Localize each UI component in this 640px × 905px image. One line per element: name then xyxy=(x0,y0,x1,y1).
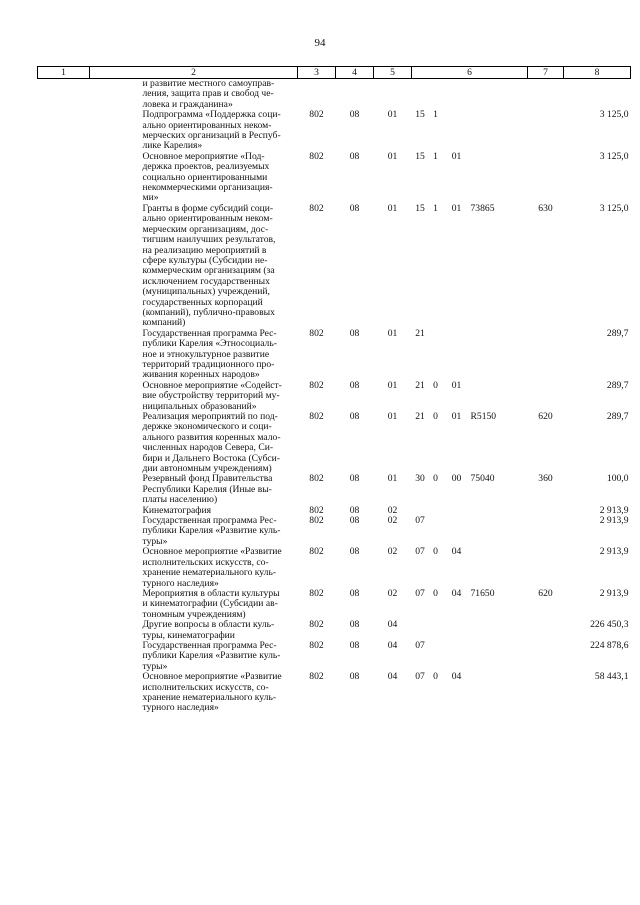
row-expense-type xyxy=(528,672,564,714)
row-amount: 2 913,9 xyxy=(599,546,629,558)
target-direction: 73865 xyxy=(470,202,495,214)
row-section: 08 xyxy=(349,639,360,651)
row-amount: 58 443,1 xyxy=(594,671,629,683)
target-program: 30 xyxy=(415,473,425,485)
row-department: 802 xyxy=(309,109,324,121)
row-subsection: 01 xyxy=(387,327,398,339)
row-subsection: 04 xyxy=(387,671,398,683)
table-row xyxy=(38,547,631,589)
table-row xyxy=(38,152,631,204)
row-department: 802 xyxy=(309,546,324,558)
row-subsection: 02 xyxy=(387,546,398,558)
table-body xyxy=(38,79,631,714)
row-subsection: 01 xyxy=(387,473,398,485)
row-description: Резервный фонд Правительства Республики Карелия (Иные вы- платы населению) xyxy=(142,473,273,506)
row-department: 802 xyxy=(309,473,324,485)
row-expense-type: 620 xyxy=(538,411,553,422)
row-department: 802 xyxy=(309,150,324,162)
target-program: 07 xyxy=(415,671,425,683)
row-expense-type xyxy=(528,79,564,111)
row-expense-type xyxy=(528,516,564,547)
row-amount: 289,7 xyxy=(606,327,629,339)
header-col-8: 8 xyxy=(564,67,631,79)
row-department: 802 xyxy=(309,379,324,391)
target-event: 01 xyxy=(451,150,462,162)
row-subsection: 01 xyxy=(387,202,398,214)
row-target-article xyxy=(412,152,528,204)
target-subprogram: 1 xyxy=(433,150,438,162)
row-section: 08 xyxy=(349,327,360,339)
row-target-article xyxy=(412,516,528,547)
row-description: Государственная программа Рес- публики Карелия «Этносоциаль- ное и этнокультурное развитие территорий традиционного про- живания коренных народов» xyxy=(142,327,277,381)
row-section: 08 xyxy=(349,411,360,422)
row-expense-type xyxy=(528,110,564,152)
header-col-6: 6 xyxy=(412,67,528,79)
row-target-article xyxy=(412,381,528,412)
target-program: 07 xyxy=(415,639,425,651)
row-section xyxy=(336,79,374,111)
target-subprogram: 0 xyxy=(433,546,438,558)
page-number: 94 xyxy=(314,37,326,49)
row-target-article xyxy=(412,110,528,152)
table-row xyxy=(38,412,631,474)
row-target-article xyxy=(412,641,528,672)
target-subprogram: 0 xyxy=(433,473,438,485)
row-amount: 289,7 xyxy=(606,411,629,422)
row-description: Мероприятия в области культуры и кинематографии (Субсидии ав- тономным учреждениям) xyxy=(142,587,280,620)
table-row xyxy=(38,474,631,505)
target-event: 04 xyxy=(451,587,462,599)
header-col-4: 4 xyxy=(336,67,374,79)
row-spacer xyxy=(38,672,90,714)
table-row xyxy=(38,620,631,641)
header-col-3: 3 xyxy=(298,67,336,79)
row-amount: 3 125,0 xyxy=(599,109,629,121)
row-section: 08 xyxy=(349,202,360,214)
row-section: 08 xyxy=(349,150,360,162)
row-department: 802 xyxy=(309,411,324,422)
row-expense-type: 630 xyxy=(538,202,553,214)
row-spacer xyxy=(38,547,90,589)
target-direction: 71650 xyxy=(470,587,495,599)
table-row xyxy=(38,506,631,516)
row-description: Подпрограмма «Поддержка соци- ально ориентированных неком- мерческих организаций в Респуб- лике Карелия» xyxy=(142,109,281,152)
target-subprogram: 1 xyxy=(433,202,438,214)
row-expense-type: 360 xyxy=(538,473,553,485)
row-department xyxy=(298,79,336,111)
row-subsection: 04 xyxy=(387,639,398,651)
row-amount: 226 450,3 xyxy=(590,619,629,631)
row-amount: 2 913,9 xyxy=(599,504,629,516)
row-section: 08 xyxy=(349,546,360,558)
row-description: Основное мероприятие «Под- держка проектов, реализуемых социально ориентированными некоммерческими организация- ми» xyxy=(142,150,273,204)
header-col-5: 5 xyxy=(374,67,412,79)
target-direction: 75040 xyxy=(470,473,495,485)
row-spacer xyxy=(38,516,90,547)
target-subprogram: 1 xyxy=(433,109,438,121)
row-subsection: 01 xyxy=(387,109,398,121)
row-subsection: 02 xyxy=(387,515,398,527)
row-subsection: 01 xyxy=(387,150,398,162)
row-spacer xyxy=(38,589,90,620)
row-section: 08 xyxy=(349,671,360,683)
target-program: 07 xyxy=(415,587,425,599)
target-event: 04 xyxy=(451,546,462,558)
header-col-7: 7 xyxy=(528,67,564,79)
row-target-article xyxy=(412,672,528,714)
row-subsection: 01 xyxy=(387,379,398,391)
target-event: 00 xyxy=(451,473,462,485)
row-description: Реализация мероприятий по под- держке экономического и соци- ального развития коренных мало- численных народов Севера, Си- бири и Дальнего Востока (Субси- дии автономным учреждениям) xyxy=(142,411,281,475)
table-row xyxy=(38,516,631,547)
row-subsection xyxy=(374,79,412,111)
row-spacer xyxy=(38,641,90,672)
target-program: 21 xyxy=(415,379,425,391)
target-program: 07 xyxy=(415,546,425,558)
target-event: 04 xyxy=(451,671,462,683)
row-spacer xyxy=(38,506,90,516)
row-expense-type xyxy=(528,381,564,412)
target-program: 15 xyxy=(415,150,425,162)
budget-table xyxy=(37,66,631,714)
row-expense-type xyxy=(528,547,564,589)
row-department: 802 xyxy=(309,587,324,599)
row-department: 802 xyxy=(309,671,324,683)
row-section: 08 xyxy=(349,473,360,485)
target-subprogram: 0 xyxy=(433,411,438,422)
row-target-article xyxy=(412,589,528,620)
row-department: 802 xyxy=(309,327,324,339)
target-program: 07 xyxy=(415,515,425,527)
row-spacer xyxy=(38,204,90,329)
row-spacer xyxy=(38,381,90,412)
row-amount: 289,7 xyxy=(606,379,629,391)
table-row xyxy=(38,79,631,111)
row-spacer xyxy=(38,620,90,641)
row-amount: 3 125,0 xyxy=(599,150,629,162)
row-section: 08 xyxy=(349,379,360,391)
table-header-row xyxy=(38,67,631,79)
target-program: 15 xyxy=(415,202,425,214)
target-program: 15 xyxy=(415,109,425,121)
row-description: Основное мероприятие «Содейст- вие обустройству территорий му- ниципальных образований» xyxy=(142,379,282,412)
row-target-article xyxy=(412,329,528,381)
row-spacer xyxy=(38,329,90,381)
row-spacer xyxy=(38,152,90,204)
row-subsection: 02 xyxy=(387,504,398,516)
row-amount: 100,0 xyxy=(606,473,629,485)
row-section: 08 xyxy=(349,587,360,599)
row-description: Государственная программа Рес- публики Карелия «Развитие куль- туры» xyxy=(142,515,281,547)
target-direction: R5150 xyxy=(470,411,497,422)
table-row xyxy=(38,589,631,620)
row-amount: 2 913,9 xyxy=(599,515,629,527)
row-department: 802 xyxy=(309,202,324,214)
row-description: Кинематография xyxy=(142,504,212,516)
table-row xyxy=(38,672,631,714)
table-row xyxy=(38,110,631,152)
table-row xyxy=(38,329,631,381)
row-description: Другие вопросы в области куль- туры, кинематографии xyxy=(142,619,275,641)
row-subsection: 02 xyxy=(387,587,398,599)
row-description: Основное мероприятие «Развитие исполнительских искусств, со- хранение нематериального куль- турного наследия» xyxy=(142,671,282,714)
target-program: 21 xyxy=(415,411,425,422)
row-amount: 2 913,9 xyxy=(599,587,629,599)
row-expense-type xyxy=(528,329,564,381)
target-event: 01 xyxy=(451,379,462,391)
row-section: 08 xyxy=(349,109,360,121)
header-col-1: 1 xyxy=(38,67,90,79)
row-amount: 3 125,0 xyxy=(599,202,629,214)
row-target-article xyxy=(412,547,528,589)
row-section: 08 xyxy=(349,515,360,527)
target-subprogram: 0 xyxy=(433,587,438,599)
row-target-article xyxy=(412,79,528,111)
row-spacer xyxy=(38,79,90,111)
row-department: 802 xyxy=(309,504,324,516)
row-expense-type: 620 xyxy=(538,587,553,599)
row-description: Государственная программа Рес- публики Карелия «Развитие куль- туры» xyxy=(142,639,281,672)
target-event: 01 xyxy=(451,202,462,214)
row-expense-type xyxy=(528,641,564,672)
target-event: 01 xyxy=(451,411,462,422)
row-subsection: 01 xyxy=(387,411,398,422)
row-description: Гранты в форме субсидий соци- ально ориентированным неком- мерческим организациям, дос- тигшим наилучших результатов, на реализацию мероприятий в сфере культуры (Субсидии не- коммерческим организациям (за исключением государственных (муниципальных) учреждений, государственных корпораций (компаний), публично-правовых компаний) xyxy=(142,202,276,329)
row-expense-type xyxy=(528,152,564,204)
row-spacer xyxy=(38,110,90,152)
row-amount: 224 878,6 xyxy=(590,639,629,651)
row-description: Основное мероприятие «Развитие исполнительских искусств, со- хранение нематериального куль- турного наследия» xyxy=(142,546,282,589)
row-section: 08 xyxy=(349,619,360,631)
target-subprogram: 0 xyxy=(433,671,438,683)
header-col-2: 2 xyxy=(90,67,298,79)
target-program: 21 xyxy=(415,327,425,339)
row-subsection: 04 xyxy=(387,619,398,631)
row-amount xyxy=(564,79,631,111)
row-department: 802 xyxy=(309,619,324,631)
row-department: 802 xyxy=(309,515,324,527)
table-row xyxy=(38,641,631,672)
row-spacer xyxy=(38,412,90,474)
row-target-article xyxy=(412,620,528,641)
target-subprogram: 0 xyxy=(433,379,438,391)
row-description: и развитие местного самоуправ- ления, защита прав и свобод че- ловека и гражданина» xyxy=(142,78,275,110)
table-row xyxy=(38,381,631,412)
row-department: 802 xyxy=(309,639,324,651)
row-section: 08 xyxy=(349,504,360,516)
row-target-article xyxy=(412,474,528,505)
row-expense-type xyxy=(528,620,564,641)
row-target-article xyxy=(412,506,528,516)
row-target-article xyxy=(412,412,528,474)
table-row xyxy=(38,204,631,329)
row-target-article xyxy=(412,204,528,329)
row-spacer xyxy=(38,474,90,505)
row-expense-type xyxy=(528,506,564,516)
